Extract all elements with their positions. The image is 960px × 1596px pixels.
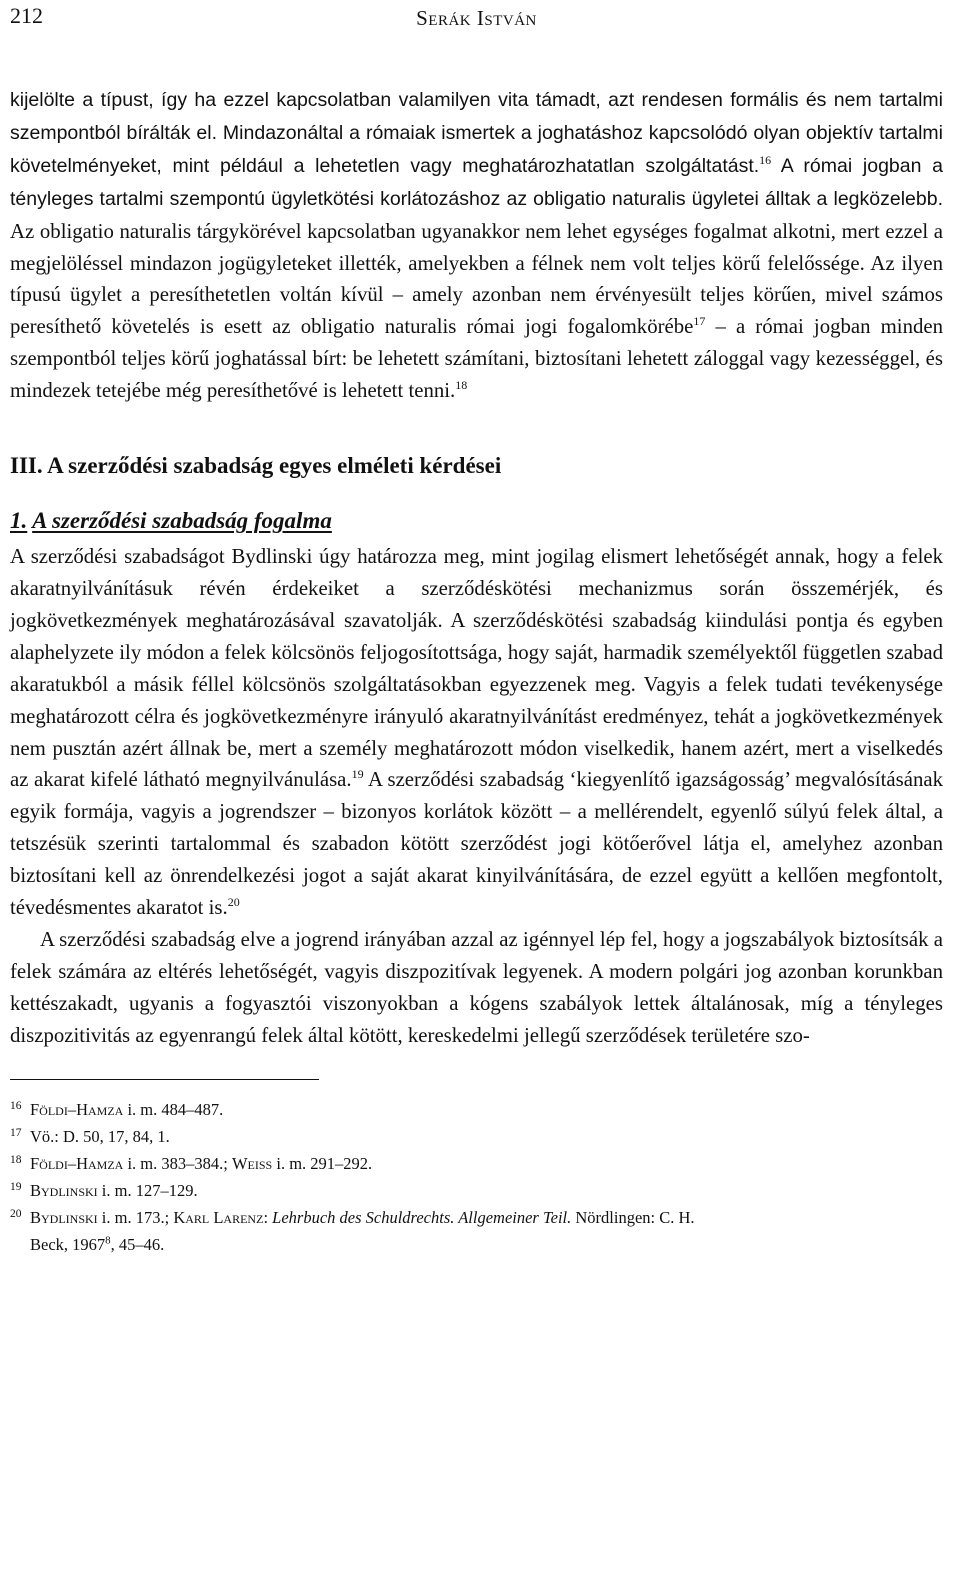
body-paragraph-2: [10, 541, 943, 924]
footnote-author-2: Weiss: [231, 1153, 273, 1173]
footnote-author: Földi–Hamza: [30, 1099, 124, 1119]
footnote-ref-16[interactable]: 16: [759, 152, 772, 167]
paragraph-2-text-a: A szerződési szabadságot Bydlinski úgy határozza meg, mint jogilag elismert lehetőségét annak, hogy a felek akaratnyilvánításuk révén érdekeiket a szerződéskötési mechanizmus során összemérjék, és jogkövetkezmények meghatározásával szavatolják. A szerződéskötési szabadság kiindulási pontja és egyben alaphelyzete ily módon a felek kölcsönös feljogosítottsága, hogy saját, harmadik személyektől független szabad akaratukból a másik féllel kölcsönös szolgáltatásokban egyezzenek meg. Vagyis a felek tudati tevékenysége meghatározott célra és jogkövetkezményre irányuló akaratnyilvánítást eredményez, tehát a jogkövetkezmények nem pusztán azért állnak be, mert a személy meghatározott módon viselkedik, hanem azért, mert a viselkedés az akarat kifelé látható megnyilvánulása.: [10, 545, 943, 792]
footnote-number: 20: [10, 1207, 22, 1220]
footnote-book-title: Lehrbuch des Schuldrechts. Allgemeiner Teil.: [272, 1207, 572, 1227]
footnote-continuation: [30, 1231, 943, 1258]
footnote-line2: Beck, 1967: [30, 1234, 106, 1254]
paragraph-1-serif-d: – a római jogban minden szempontból teljes körű joghatással bírt: be lehetett számítani, biztosítani lehetett záloggal vagy kezességgel, és mindezek tetejébe még peresíthetővé is lehetett tenni.: [10, 315, 943, 403]
footnote-line2-end: , 45–46.: [110, 1234, 165, 1254]
subsection-title: A szerződési szabadság fogalma: [32, 508, 332, 534]
subsection-heading: [10, 504, 943, 537]
footnote-citation: i. m. 127–129.: [97, 1180, 198, 1200]
section-heading: III. A szerződési szabadság egyes elméleti kérdései: [10, 453, 502, 479]
footnote-number: 19: [10, 1180, 22, 1193]
footnote-18: [10, 1150, 943, 1177]
footnote-author: Földi–Hamza: [30, 1153, 124, 1173]
footnote-citation-2: :: [263, 1207, 273, 1227]
edition-superscript: 8: [105, 1234, 111, 1247]
footnote-ref-20[interactable]: 20: [227, 895, 240, 910]
running-head: Serák István: [416, 6, 537, 30]
body-paragraph-3: A szerződési szabadság elve a jogrend irányában azzal az igénnyel lép fel, hogy a jogszabályok biztosítsák a felek számára az eltérés lehetőségét, vagyis diszpozitívak legyenek. A modern polgári jog azonban korunkban kettészakadt, ugyanis a fogyasztói viszonyokban a kógens szabályok lettek általánosak, míg a tényleges diszpozitivitás az egyenrangú felek által kötött, kereskedelmi jellegű szerződések területére szo-: [10, 927, 943, 1047]
footnote-citation: Vö.: D. 50, 17, 84, 1.: [30, 1126, 170, 1146]
footnotes: [10, 1096, 943, 1258]
footnote-author: Bydlinski: [30, 1180, 98, 1200]
footnote-author-2: Karl Larenz: [173, 1207, 264, 1227]
footnote-citation: i. m. 383–384.;: [123, 1153, 232, 1173]
page: [10, 0, 943, 1258]
footnote-19: [10, 1177, 943, 1204]
paragraph-1-sans-a: kijelölte a típust, így ha ezzel kapcsolatban valamilyen vita támadt, azt rendesen formális és nem tartalmi szempontból bírálták el. Mindazonáltal a rómaiak ismertek a joghatáshoz kapcsolódó olyan objektív tartalmi követelményeket, mint például a lehetetlen vagy meghatározhatatlan szolgáltatást.: [10, 89, 943, 177]
footnote-number: 16: [10, 1099, 22, 1112]
footnote-17: [10, 1123, 943, 1150]
footnote-ref-17[interactable]: 17: [693, 314, 706, 329]
footnote-number: 17: [10, 1126, 22, 1139]
footnote-16: [10, 1096, 943, 1123]
footnote-ref-18[interactable]: 18: [455, 378, 468, 393]
paragraph-1-serif-c: Az obligatio naturalis tárgykörével kapcsolatban ugyanakkor nem lehet egységes fogalmat alkotni, mert ezzel a megjelöléssel mindazon jogügyleteket illették, amelyekben a félnek nem volt teljes körű felelőssége. Az ilyen típusú ügylet a peresíthetetlen voltán kívül – amely azonban nem érvényesült teljes körűen, mivel számos peresíthető követelés is esett az obligatio naturalis római jogi fogalomkörébe: [10, 219, 943, 339]
footnote-author: Bydlinski: [30, 1207, 98, 1227]
page-header: [10, 0, 943, 40]
footnote-number: 18: [10, 1153, 22, 1166]
subsection-number: 1.: [10, 508, 28, 534]
page-number: 212: [10, 3, 43, 28]
footnote-separator: [10, 1079, 319, 1080]
footnote-20: [10, 1204, 943, 1258]
footnote-ref-19[interactable]: 19: [351, 767, 364, 782]
footnote-citation-3: Nördlingen: C. H.: [571, 1207, 695, 1227]
paragraph-1-sans-b: A római jogban a tényleges tartalmi szempontú ügyletkötési korlátozáshoz az obligatio naturalis ügyletei álltak a legközelebb.: [10, 154, 943, 210]
body-paragraph-1: [10, 84, 943, 407]
footnote-citation: i. m. 484–487.: [123, 1099, 224, 1119]
footnote-citation: i. m. 173.;: [97, 1207, 174, 1227]
paragraph-2-text-b: A szerződési szabadság ‘kiegyenlítő igazságosság’ megvalósításának egyik formája, vagyis a jogrendszer – bizonyos korlátok között – a mellérendelt, egyenlő súlyú felek által, a tetszésük szerinti tartalommal és szabadon kötött szerződést jogi kötőerővel látja el, amelyhez azonban biztosítani kell az önrendelkezési jogot a saját akarat kinyilvánítására, de ezzel együtt a kellően megfontolt, tévedésmentes akaratot is.: [10, 768, 943, 920]
footnote-citation-2: i. m. 291–292.: [272, 1153, 373, 1173]
